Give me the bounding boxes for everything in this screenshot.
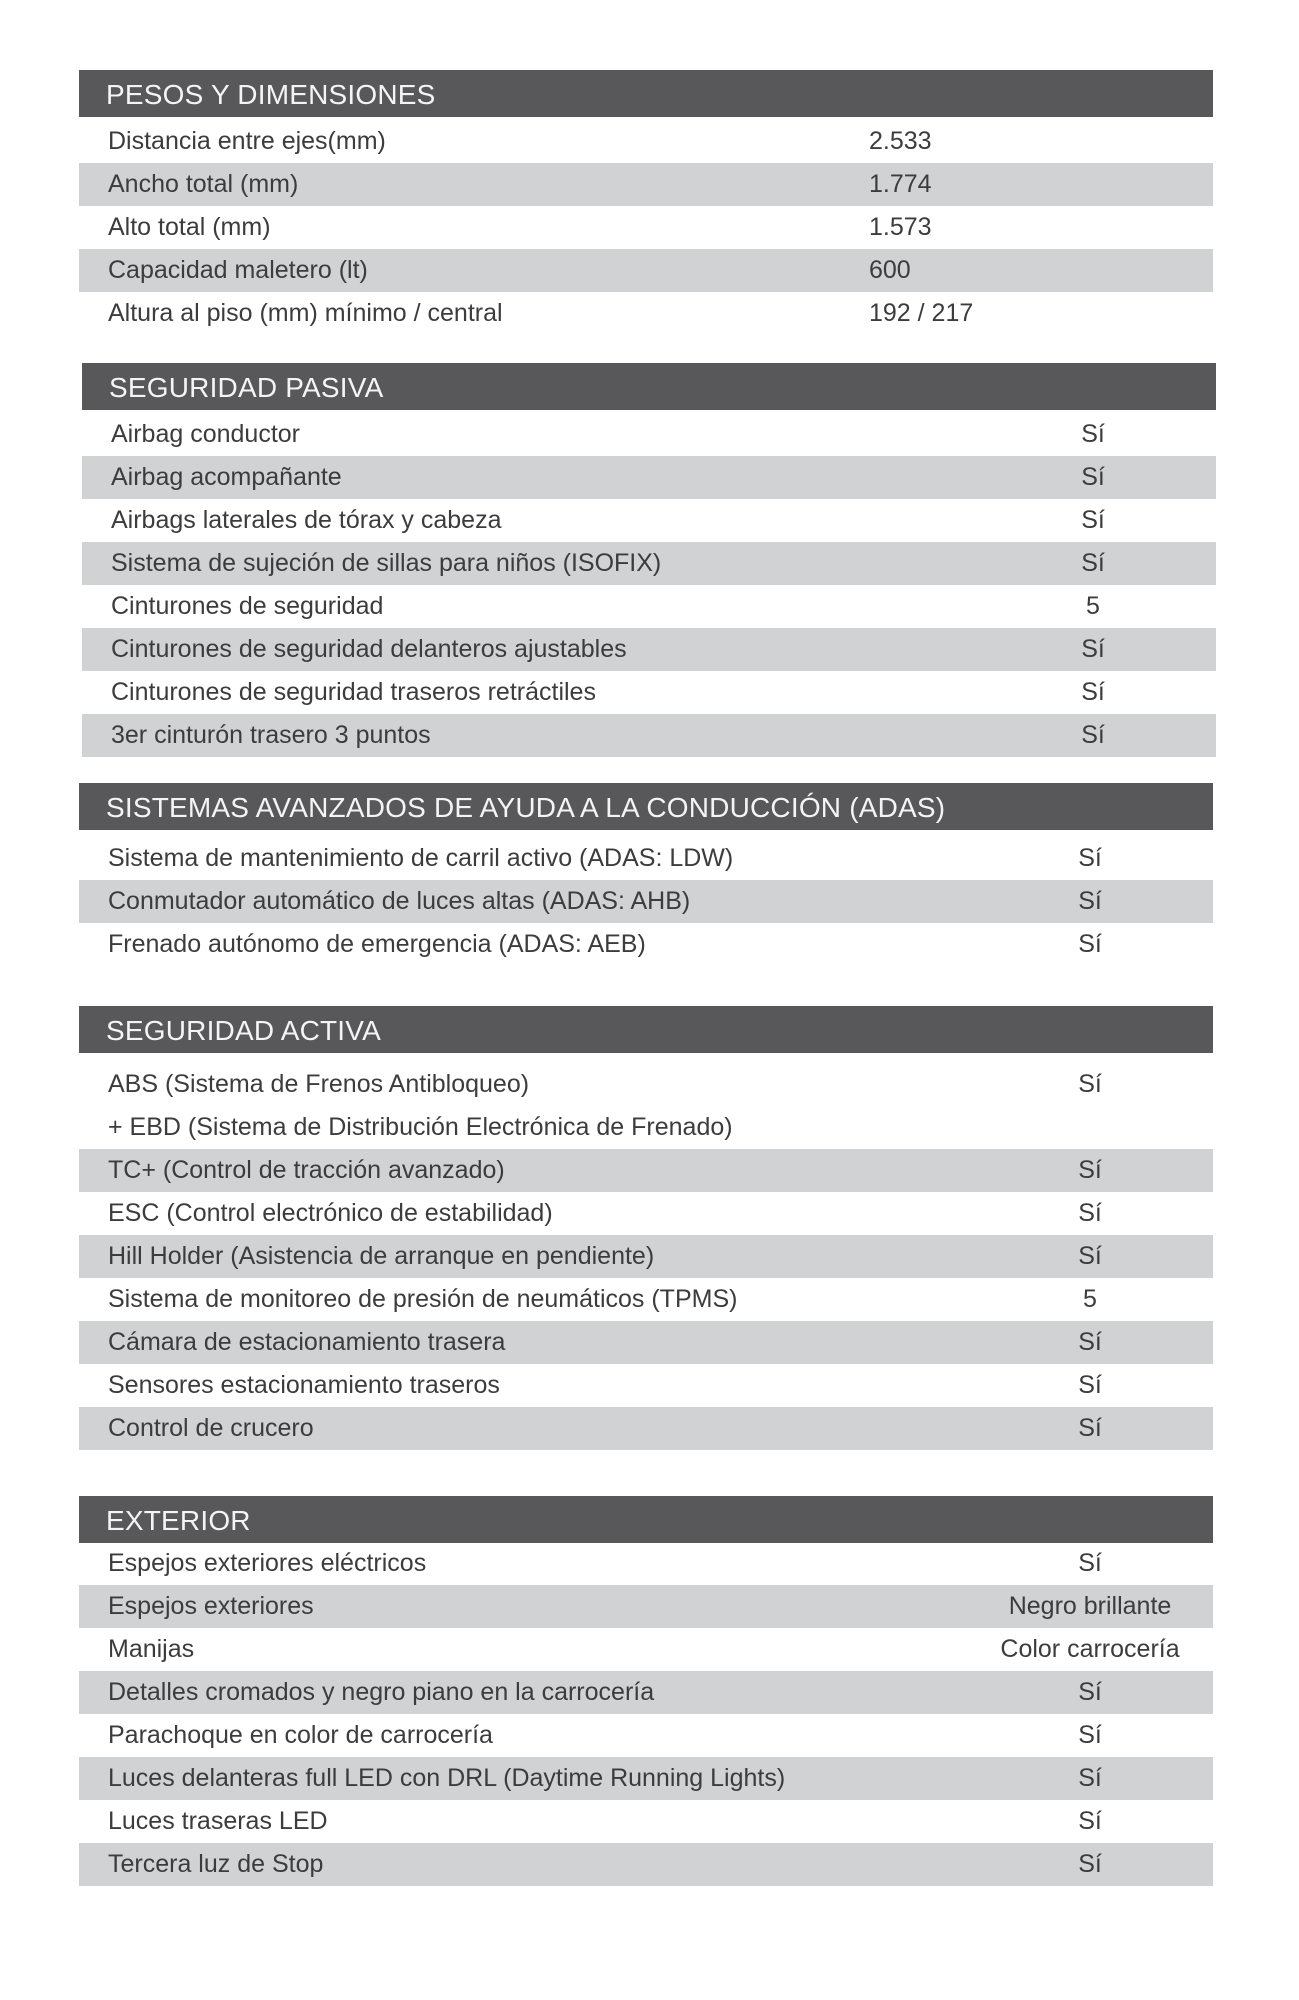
spec-row: ESC (Control electrónico de estabilidad) Sí: [79, 1192, 1213, 1235]
section-3: [79, 1006, 1213, 1450]
spec-rows: [82, 413, 1216, 757]
spec-label: Luces traseras LED: [108, 1807, 328, 1835]
spec-row: Detalles cromados y negro piano en la carrocería Sí: [79, 1671, 1213, 1714]
section-header: SEGURIDAD PASIVA: [82, 363, 1216, 410]
spec-label: Airbag acompañante: [111, 463, 342, 491]
spec-row: [79, 206, 1213, 249]
spec-label: Parachoque en color de carrocería: [108, 1721, 493, 1749]
spec-rows: [79, 837, 1213, 966]
spec-row: Espejos exteriores Negro brillante: [79, 1585, 1213, 1628]
spec-label: Sistema de mantenimiento de carril activo (ADAS: LDW): [108, 844, 734, 872]
spec-row: [79, 163, 1213, 206]
section-4: [79, 1496, 1213, 1886]
spec-label: Frenado autónomo de emergencia (ADAS: AEB): [108, 930, 646, 958]
spec-row: Parachoque en color de carrocería Sí: [79, 1714, 1213, 1757]
section-header: SISTEMAS AVANZADOS DE AYUDA A LA CONDUCCIÓN (ADAS): [79, 783, 1213, 830]
section-0: [79, 70, 1213, 335]
spec-label: Detalles cromados y negro piano en la carrocería: [108, 1678, 655, 1706]
spec-rows: [79, 1063, 1213, 1450]
spec-row: Tercera luz de Stop Sí: [79, 1843, 1213, 1886]
spec-label: Cinturones de seguridad delanteros ajustables: [111, 635, 627, 663]
section-header: PESOS Y DIMENSIONES: [79, 70, 1213, 117]
spec-row: Airbag conductor Sí: [82, 413, 1216, 456]
spec-row: Airbag acompañante Sí: [82, 456, 1216, 499]
spec-label: Cinturones de seguridad: [111, 592, 384, 620]
spec-row: Luces delanteras full LED con DRL (Daytime Running Lights) Sí: [79, 1757, 1213, 1800]
spec-label-continuation: + EBD (Sistema de Distribución Electrónica de Frenado): [108, 1113, 733, 1141]
spec-row: [79, 120, 1213, 163]
spec-row: ABS (Sistema de Frenos Antibloqueo) + EBD (Sistema de Distribución Electrónica de Frenado) Sí: [79, 1063, 1213, 1149]
spec-row: Sistema de monitoreo de presión de neumáticos (TPMS) 5: [79, 1278, 1213, 1321]
spec-value: 600: [869, 256, 911, 284]
spec-row: Airbags laterales de tórax y cabeza Sí: [82, 499, 1216, 542]
spec-row: Sistema de sujeción de sillas para niños (ISOFIX) Sí: [82, 542, 1216, 585]
spec-row: Sensores estacionamiento traseros Sí: [79, 1364, 1213, 1407]
section-1: [82, 363, 1216, 757]
spec-label: Hill Holder (Asistencia de arranque en pendiente): [108, 1242, 655, 1270]
spec-label: 3er cinturón trasero 3 puntos: [111, 721, 431, 749]
spec-label: Capacidad maletero (lt): [108, 256, 368, 284]
spec-value: 192 / 217: [869, 299, 974, 327]
spec-label: ESC (Control electrónico de estabilidad): [108, 1199, 553, 1227]
spec-label: Alto total (mm): [108, 213, 271, 241]
spec-label: Luces delanteras full LED con DRL (Daytime Running Lights): [108, 1764, 786, 1792]
spec-value: 1.573: [869, 213, 932, 241]
spec-label: Conmutador automático de luces altas (ADAS: AHB): [108, 887, 691, 915]
spec-row: Sistema de mantenimiento de carril activo (ADAS: LDW) Sí: [79, 837, 1213, 880]
spec-label: Control de crucero: [108, 1414, 314, 1442]
spec-value: 1.774: [869, 170, 932, 198]
spec-label: Manijas: [108, 1635, 195, 1663]
spec-label: TC+ (Control de tracción avanzado): [108, 1156, 505, 1184]
spec-row: Cinturones de seguridad delanteros ajustables Sí: [82, 628, 1216, 671]
spec-label: Airbag conductor: [111, 420, 301, 448]
spec-label: Sistema de sujeción de sillas para niños (ISOFIX): [111, 549, 662, 577]
spec-label: Ancho total (mm): [108, 170, 299, 198]
spec-label: Sensores estacionamiento traseros: [108, 1371, 500, 1399]
spec-row: Manijas Color carrocería: [79, 1628, 1213, 1671]
spec-row: Luces traseras LED Sí: [79, 1800, 1213, 1843]
spec-label: Sistema de monitoreo de presión de neumáticos (TPMS): [108, 1285, 738, 1313]
spec-label: Airbags laterales de tórax y cabeza: [111, 506, 502, 534]
spec-row: Cinturones de seguridad 5: [82, 585, 1216, 628]
spec-label: Cinturones de seguridad traseros retráctiles: [111, 678, 596, 706]
spec-row: [79, 292, 1213, 335]
spec-rows: [79, 1542, 1213, 1886]
spec-row: Conmutador automático de luces altas (ADAS: AHB) Sí: [79, 880, 1213, 923]
section-2: [79, 783, 1213, 966]
section-header: EXTERIOR: [79, 1496, 1213, 1543]
spec-rows: [79, 120, 1213, 335]
spec-label: Espejos exteriores eléctricos: [108, 1549, 427, 1577]
spec-row: 3er cinturón trasero 3 puntos Sí: [82, 714, 1216, 757]
spec-row: Hill Holder (Asistencia de arranque en pendiente) Sí: [79, 1235, 1213, 1278]
spec-row: Cámara de estacionamiento trasera Sí: [79, 1321, 1213, 1364]
spec-value: 2.533: [869, 127, 932, 155]
spec-row: Control de crucero Sí: [79, 1407, 1213, 1450]
spec-row: TC+ (Control de tracción avanzado) Sí: [79, 1149, 1213, 1192]
spec-label: Altura al piso (mm) mínimo / central: [108, 299, 503, 327]
spec-label: Tercera luz de Stop: [108, 1850, 324, 1878]
spec-row: Espejos exteriores eléctricos Sí: [79, 1542, 1213, 1585]
spec-label: ABS (Sistema de Frenos Antibloqueo): [108, 1070, 530, 1098]
spec-label: Distancia entre ejes(mm): [108, 127, 386, 155]
spec-row: [79, 249, 1213, 292]
section-header: SEGURIDAD ACTIVA: [79, 1006, 1213, 1053]
spec-label: Cámara de estacionamiento trasera: [108, 1328, 506, 1356]
spec-row: Cinturones de seguridad traseros retráctiles Sí: [82, 671, 1216, 714]
spec-label: Espejos exteriores: [108, 1592, 314, 1620]
spec-row: Frenado autónomo de emergencia (ADAS: AEB) Sí: [79, 923, 1213, 966]
